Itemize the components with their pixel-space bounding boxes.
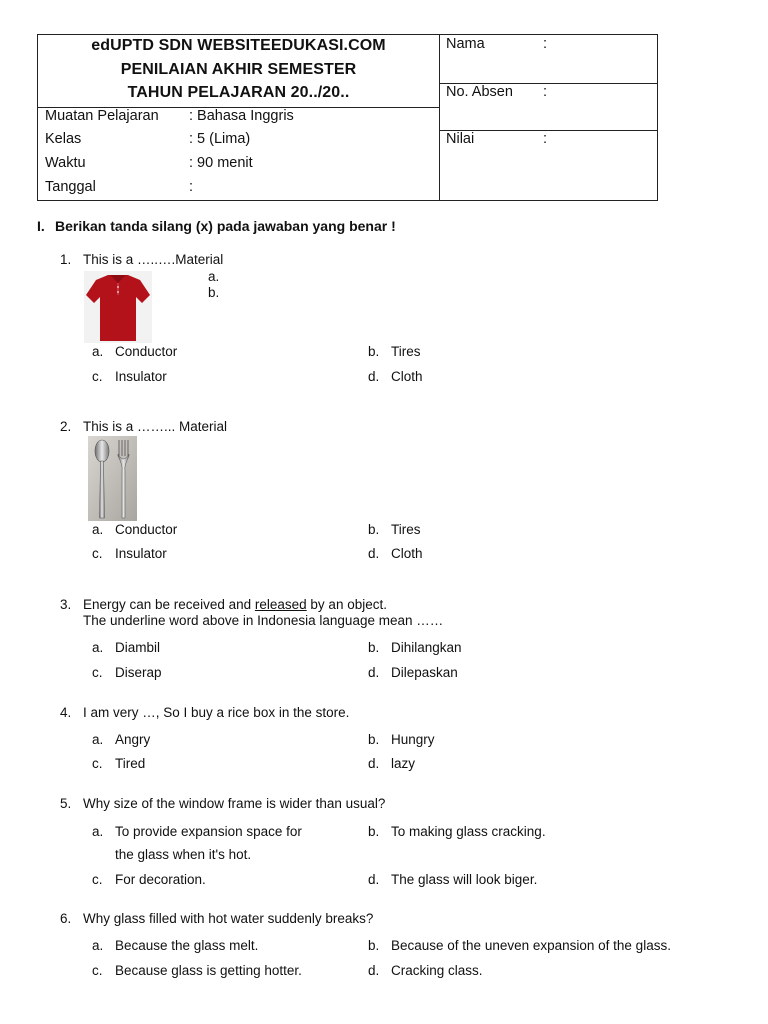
- option-d[interactable]: [368, 665, 458, 680]
- option-a-continuation: the glass when it's hot.: [115, 847, 252, 862]
- option-text: Insulator: [115, 546, 167, 561]
- school-name: edUPTD SDN WEBSITEEDUKASI.COM: [91, 37, 386, 54]
- section-text: Berikan tanda silang (x) pada jawaban yang benar !: [55, 218, 396, 234]
- option-a[interactable]: [92, 824, 302, 839]
- option-c[interactable]: [92, 872, 206, 887]
- exam-title: PENILAIAN AKHIR SEMESTER: [120, 61, 357, 78]
- option-a[interactable]: [92, 344, 177, 359]
- option-letter: d.: [368, 665, 380, 680]
- option-text: Angry: [115, 732, 151, 747]
- question-number: 4.: [60, 705, 72, 720]
- option-d[interactable]: [368, 963, 483, 978]
- question-text: I am very …, So I buy a rice box in the store.: [83, 705, 350, 720]
- option-letter: c.: [92, 369, 103, 384]
- sub-label: b.: [208, 285, 220, 300]
- option-text: Cloth: [391, 369, 423, 384]
- subject-value: : Bahasa Inggris: [189, 108, 294, 124]
- question-5: [60, 796, 385, 811]
- option-letter: c.: [92, 872, 103, 887]
- section-number: I.: [37, 218, 45, 234]
- question-text: Why size of the window frame is wider than usual?: [83, 796, 386, 811]
- option-letter: c.: [92, 963, 103, 978]
- option-letter: d.: [368, 756, 380, 771]
- sub-label: a.: [208, 269, 220, 284]
- option-text: Diambil: [115, 640, 161, 655]
- option-text: Diserap: [115, 665, 162, 680]
- option-a[interactable]: [92, 640, 160, 655]
- option-a[interactable]: [92, 732, 150, 747]
- question-number: 2.: [60, 419, 72, 434]
- option-a[interactable]: [92, 938, 258, 953]
- class-value: : 5 (Lima): [189, 131, 251, 147]
- option-text: Tires: [391, 344, 421, 359]
- option-letter: c.: [92, 756, 103, 771]
- option-c[interactable]: [92, 369, 167, 384]
- question-text: This is a ……... Material: [83, 419, 228, 434]
- name-label: Nama: [446, 36, 485, 52]
- option-text: Because the glass melt.: [115, 938, 259, 953]
- option-b[interactable]: [368, 522, 421, 537]
- name-colon: :: [543, 36, 548, 52]
- question-number: 6.: [60, 911, 72, 926]
- option-d[interactable]: [368, 546, 423, 561]
- option-b[interactable]: [368, 824, 546, 839]
- option-letter: c.: [92, 665, 103, 680]
- option-c[interactable]: [92, 756, 145, 771]
- option-b[interactable]: [368, 938, 671, 953]
- question-4: [60, 705, 349, 720]
- option-b[interactable]: [368, 732, 435, 747]
- option-a[interactable]: [92, 522, 177, 537]
- spoon-fork-image: [88, 436, 137, 521]
- option-letter: b.: [368, 732, 380, 747]
- question-1: [60, 252, 223, 267]
- question-text: Energy can be received and: [83, 597, 255, 612]
- option-text: Because glass is getting hotter.: [115, 963, 302, 978]
- absence-number-colon: :: [543, 84, 548, 100]
- option-text: Cloth: [391, 546, 423, 561]
- option-d[interactable]: [368, 872, 537, 887]
- date-value: :: [189, 179, 194, 195]
- option-c[interactable]: [92, 665, 162, 680]
- question-6: [60, 911, 373, 926]
- option-c[interactable]: [92, 546, 167, 561]
- option-c[interactable]: [92, 963, 302, 978]
- question-3-line2: The underline word above in Indonesia language mean ……: [83, 613, 444, 628]
- class-label: Kelas: [45, 131, 82, 147]
- question-number: 5.: [60, 796, 72, 811]
- option-letter: b.: [368, 522, 380, 537]
- option-letter: c.: [92, 546, 103, 561]
- option-letter: b.: [368, 344, 380, 359]
- option-d[interactable]: [368, 756, 415, 771]
- option-text: To provide expansion space for: [115, 824, 302, 839]
- option-text: Conductor: [115, 522, 178, 537]
- absence-number-label: No. Absen: [446, 84, 513, 100]
- option-letter: d.: [368, 872, 380, 887]
- option-text: Cracking class.: [391, 963, 483, 978]
- option-text: lazy: [391, 756, 416, 771]
- red-shirt-image: [84, 271, 152, 343]
- exam-header: [37, 34, 658, 201]
- time-value: : 90 menit: [189, 155, 253, 171]
- option-letter: a.: [92, 344, 104, 359]
- option-letter: a.: [92, 640, 104, 655]
- date-label: Tanggal: [45, 179, 96, 195]
- option-text: The glass will look biger.: [391, 872, 538, 887]
- subject-label: Muatan Pelajaran: [45, 108, 159, 124]
- option-letter: a.: [92, 824, 104, 839]
- option-text: Because of the uneven expansion of the glass.: [391, 938, 671, 953]
- question-2: [60, 419, 227, 434]
- option-letter: b.: [368, 640, 380, 655]
- option-b[interactable]: [368, 640, 462, 655]
- question-text-end: by an object.: [306, 597, 387, 612]
- question-number: 1.: [60, 252, 72, 267]
- question-text: Why glass filled with hot water suddenly breaks?: [83, 911, 374, 926]
- option-letter: a.: [92, 938, 104, 953]
- time-label: Waktu: [45, 155, 86, 171]
- option-text: To making glass cracking.: [391, 824, 546, 839]
- section-instruction: [37, 218, 396, 234]
- option-text: Insulator: [115, 369, 167, 384]
- question-text: This is a …..….Material: [83, 252, 224, 267]
- option-d[interactable]: [368, 369, 423, 384]
- score-label: Nilai: [446, 131, 475, 147]
- option-text: Dihilangkan: [391, 640, 462, 655]
- option-letter: b.: [368, 824, 380, 839]
- option-text: Conductor: [115, 344, 178, 359]
- option-letter: d.: [368, 546, 380, 561]
- option-letter: a.: [92, 522, 104, 537]
- question-number: 3.: [60, 597, 72, 612]
- option-text: Hungry: [391, 732, 435, 747]
- header-divider: [439, 35, 440, 200]
- option-text: For decoration.: [115, 872, 206, 887]
- option-letter: d.: [368, 369, 380, 384]
- option-letter: a.: [92, 732, 104, 747]
- score-colon: :: [543, 131, 548, 147]
- option-letter: b.: [368, 938, 380, 953]
- option-letter: d.: [368, 963, 380, 978]
- underlined-word: released: [254, 597, 307, 612]
- option-b[interactable]: [368, 344, 421, 359]
- option-text: Dilepaskan: [391, 665, 458, 680]
- option-text: Tired: [115, 756, 146, 771]
- question-3: [60, 597, 387, 612]
- academic-year: TAHUN PELAJARAN 20../20..: [127, 84, 350, 101]
- option-text: Tires: [391, 522, 421, 537]
